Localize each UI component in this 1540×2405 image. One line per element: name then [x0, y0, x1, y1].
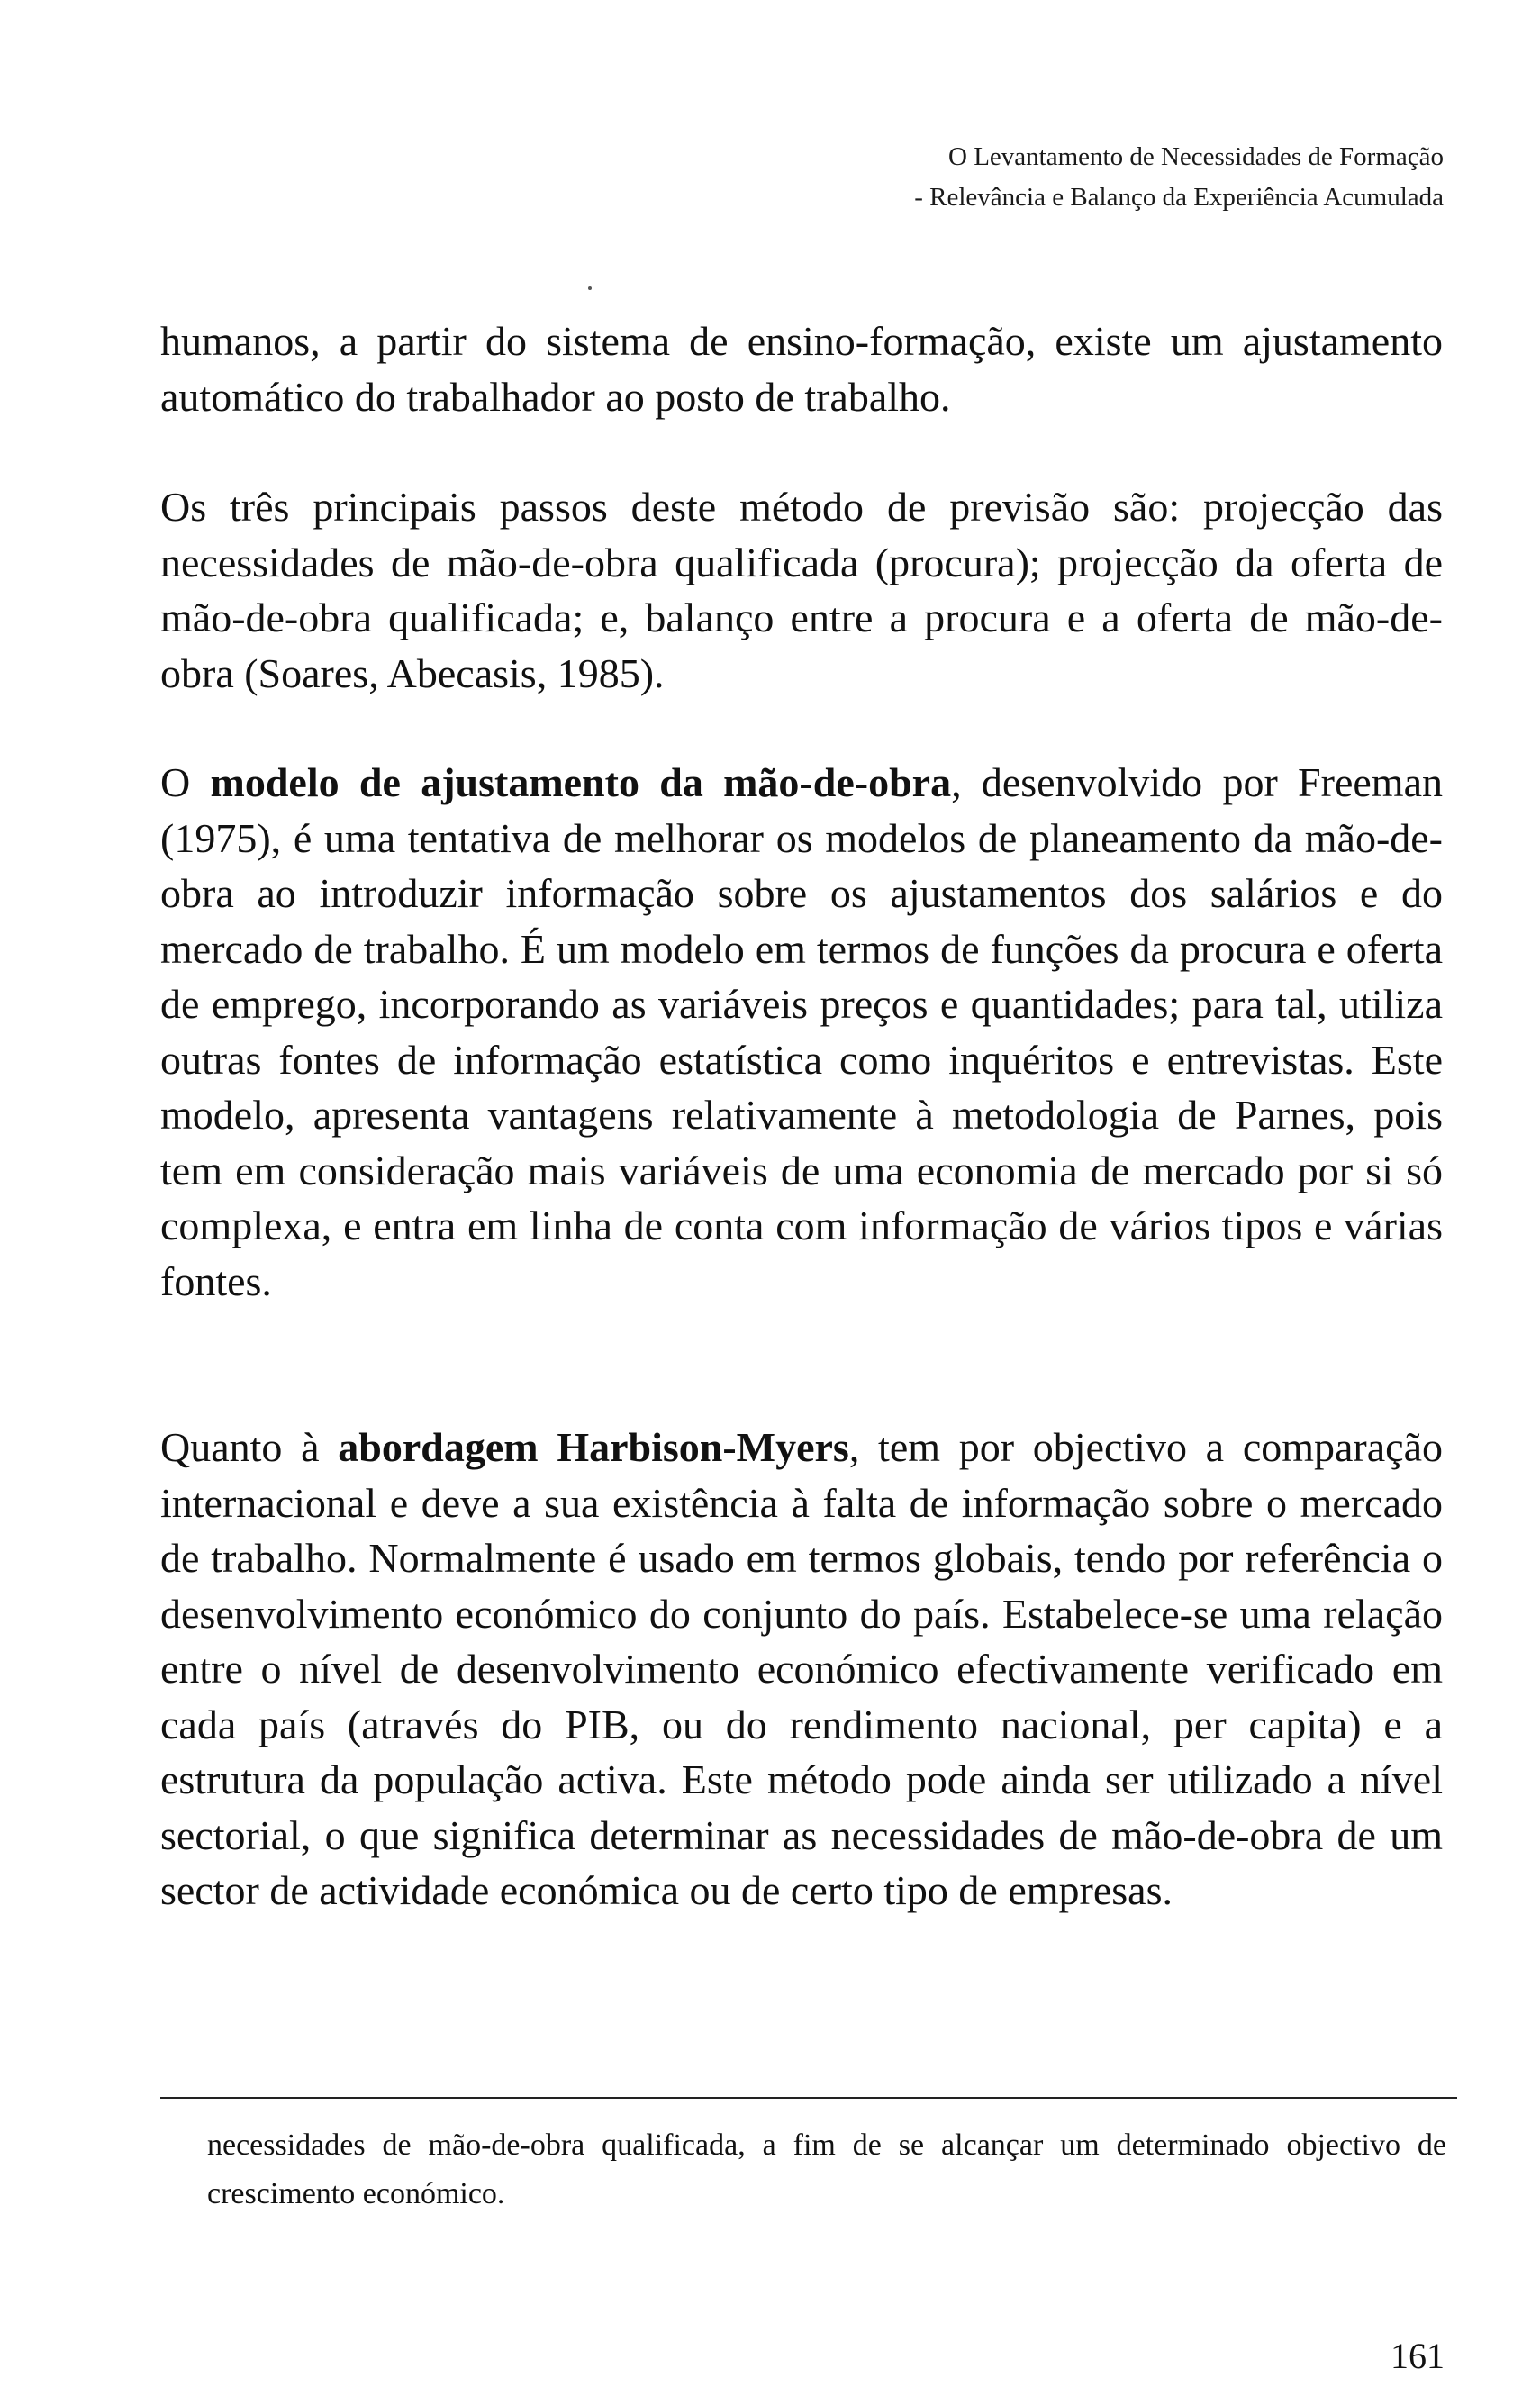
paragraph-3-rest: , desenvolvido por Freeman (1975), é uma tentativa de melhorar os modelos de planeamento da mão-de-obra ao introduzir informação sobre os ajustamentos dos salários e do mercado de trabalho. É um modelo em termos de funções da procura e oferta de emprego, incorporando as variáveis preços e quantidades; para tal, utiliza outras fontes de informação estatística como inquéritos e entrevistas. Este modelo, apresenta vantagens relativamente à metodologia de Parnes, pois tem em consideração mais variáveis de uma economia de mercado por si só complexa, e entra em linha de conta com informação de vários tipos e várias fontes.	[160, 759, 1443, 1304]
running-header	[914, 137, 1444, 218]
paragraph-3-text	[160, 755, 1443, 1309]
page-number: 161	[1391, 2336, 1445, 2376]
paragraph-1-text: humanos, a partir do sistema de ensino-formação, existe um ajustamento automático do trabalhador ao posto de trabalho.	[160, 318, 1443, 420]
paragraph-adjustment-model	[160, 755, 1443, 1309]
footnote-divider	[160, 2097, 1457, 2099]
scan-speck	[588, 286, 592, 290]
header-title-line-1: O Levantamento de Necessidades de Formação	[948, 142, 1444, 171]
paragraph-4-lead: Quanto à	[160, 1424, 339, 1470]
paragraph-3-bold-term: modelo de ajustamento da mão-de-obra	[210, 759, 952, 805]
paragraph-4-text	[160, 1420, 1443, 1919]
paragraph-forecast-steps	[160, 479, 1443, 701]
paragraph-2-text: Os três principais passos deste método de previsão são: projecção das necessidades de mão-de-obra qualificada (procura); projecção da oferta de mão-de-obra qualificada; e, balanço entre a procura e a oferta de mão-de-obra (Soares, Abecasis, 1985).	[160, 484, 1443, 696]
footnote-text: necessidades de mão-de-obra qualificada, a fim de se alcançar um determinado objectivo de crescimento económico.	[207, 2128, 1446, 2210]
paragraph-4-rest: , tem por objectivo a comparação internacional e deve a sua existência à falta de informação sobre o mercado de trabalho. Normalmente é usado em termos globais, tendo por referência o desenvolvimento económico do conjunto do país. Estabelece-se uma relação entre o nível de desenvolvimento económico efectivamente verificado em cada país (através do PIB, ou do rendimento nacional, per capita) e a estrutura da população activa. Este método pode ainda ser utilizado a nível sectorial, o que significa determinar as necessidades de mão-de-obra de um sector de actividade económica ou de certo tipo de empresas.	[160, 1424, 1443, 1913]
header-title-line-2: - Relevância e Balanço da Experiência Acumulada	[914, 183, 1444, 212]
paragraph-harbison-myers	[160, 1420, 1443, 1919]
paragraph-continuation	[160, 313, 1443, 424]
paragraph-4-bold-term: abordagem Harbison-Myers	[338, 1424, 849, 1470]
paragraph-3-lead: O	[160, 759, 211, 805]
footnote	[207, 2121, 1446, 2219]
